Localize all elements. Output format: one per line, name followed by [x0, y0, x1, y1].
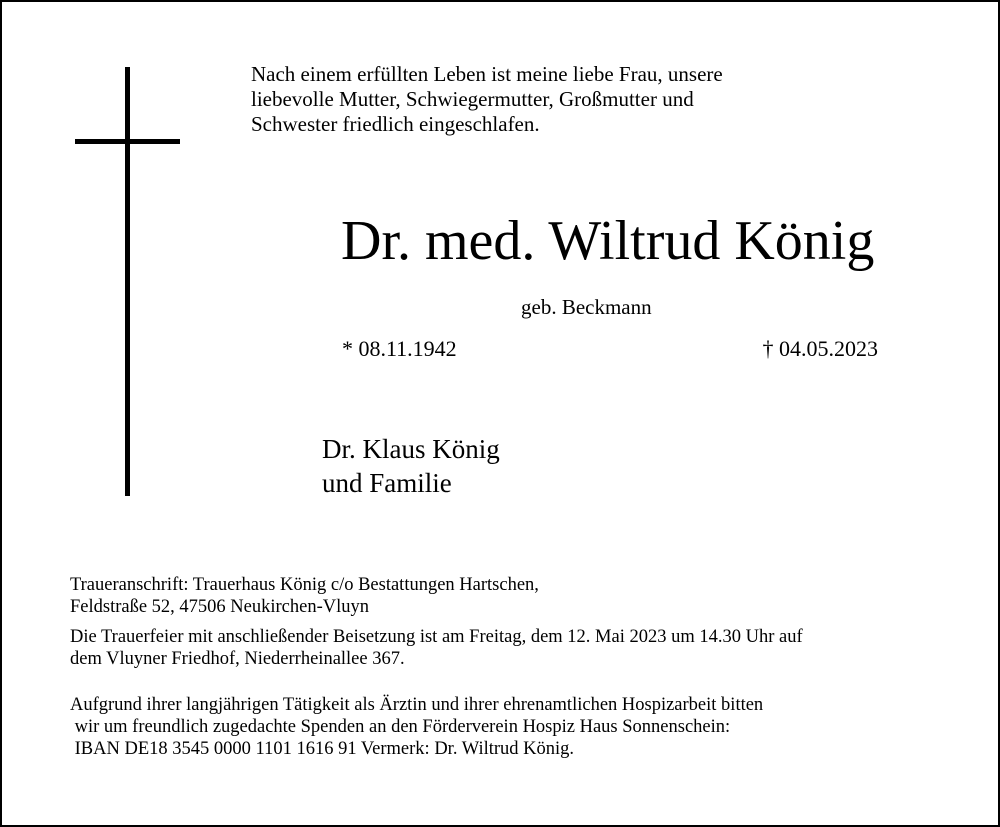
ceremony-line: dem Vluyner Friedhof, Niederrheinallee 367.: [70, 649, 405, 669]
birth-date: * 08.11.1942: [342, 336, 457, 361]
cross-horizontal-bar: [75, 139, 180, 144]
signer-line: Dr. Klaus König: [322, 434, 500, 464]
intro-line: Schwester friedlich eingeschlafen.: [251, 112, 540, 136]
maiden-name: geb. Beckmann: [521, 295, 652, 319]
intro-line: Nach einem erfüllten Leben ist meine liebe Frau, unsere: [251, 62, 723, 86]
mourning-address: [70, 574, 970, 618]
donation-line: Aufgrund ihrer langjährigen Tätigkeit als Ärztin und ihrer ehrenamtlichen Hospizarbeit bitten: [70, 695, 764, 715]
address-line: Traueranschrift: Trauerhaus König c/o Bestattungen Hartschen,: [70, 575, 539, 595]
address-line: Feldstraße 52, 47506 Neukirchen-Vluyn: [70, 597, 370, 617]
donation-info: [70, 694, 970, 760]
donation-line: wir um freundlich zugedachte Spenden an den Förderverein Hospiz Haus Sonnenschein:: [70, 717, 731, 737]
ceremony-line: Die Trauerfeier mit anschließender Beisetzung ist am Freitag, dem 12. Mai 2023 um 14.30 Uhr auf: [70, 627, 803, 647]
donation-line: IBAN DE18 3545 0000 1101 1616 91 Vermerk: Dr. Wiltrud König.: [70, 739, 575, 759]
cross-vertical-bar: [125, 67, 130, 496]
ceremony-info: [70, 626, 970, 670]
deceased-name: Dr. med. Wiltrud König: [341, 210, 875, 272]
signer-line: und Familie: [322, 468, 452, 498]
signers: [322, 432, 500, 500]
intro-line: liebevolle Mutter, Schwiegermutter, Großmutter und: [251, 87, 694, 111]
footer-info: [70, 574, 970, 760]
intro-text: [251, 62, 851, 137]
death-date: † 04.05.2023: [762, 336, 878, 361]
